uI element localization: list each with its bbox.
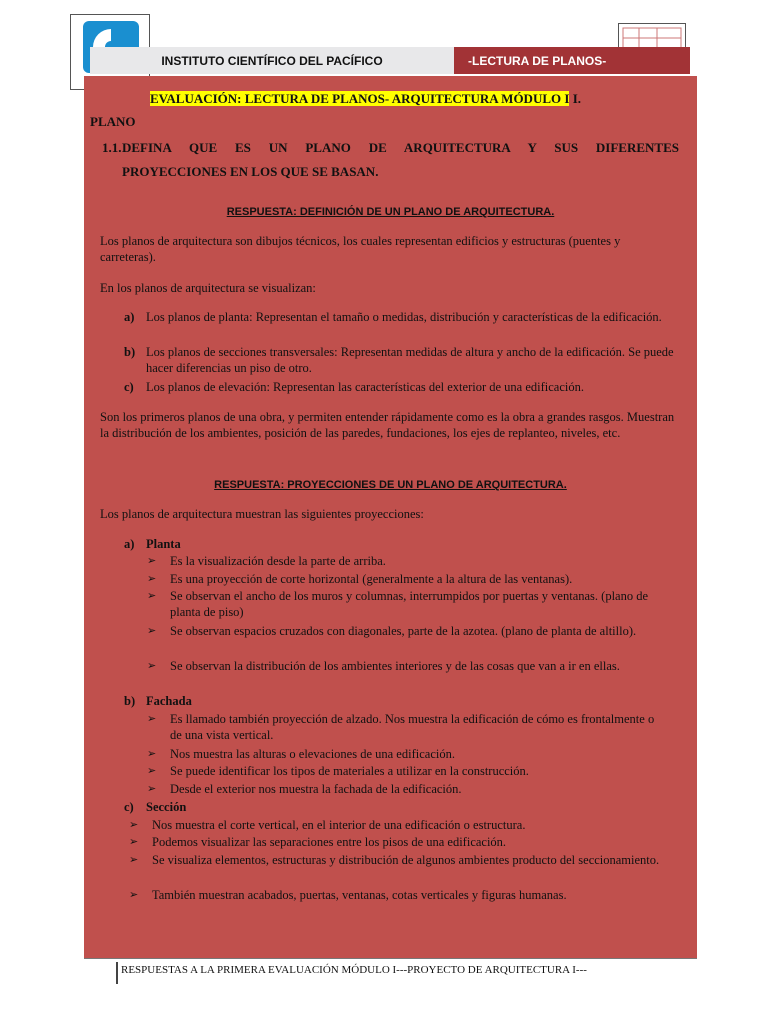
answer2-heading: RESPUESTA: PROYECCIONES DE UN PLANO DE ARQUITECTURA. [214, 479, 567, 491]
institute-name: INSTITUTO CIENTÍFICO DEL PACÍFICO [90, 47, 454, 74]
seccion-label: Sección [146, 800, 187, 814]
document-title [150, 91, 581, 107]
bullet-arrow-icon: ➢ [147, 555, 157, 567]
fachada-label: Fachada [146, 694, 192, 708]
bullet-arrow-icon: ➢ [147, 783, 157, 795]
fachada-heading [124, 693, 679, 709]
bullet-text: Se visualiza elementos, estructuras y distribución de algunos ambientes producto del seccionamiento. [152, 853, 660, 867]
bullet-text: Se puede identificar los tipos de materiales a utilizar en la construcción. [170, 764, 529, 778]
list-marker: c) [124, 380, 134, 394]
list-text: Los planos de planta: Representan el tamaño o medidas, distribución y características de la edificación. [146, 310, 662, 324]
bullet-text: Se observan la distribución de los ambientes interiores y de las cosas que van a ir en ellas. [170, 659, 620, 673]
list-item [147, 553, 667, 569]
list-text: Los planos de elevación: Representan las características del exterior de una edificación. [146, 380, 585, 394]
bullet-arrow-icon: ➢ [147, 713, 157, 725]
content-panel [84, 76, 697, 958]
title-highlight: EVALUACIÓN: LECTURA DE PLANOS- ARQUITECTURA MÓDULO I [150, 91, 570, 106]
question-number: 1.1. [102, 140, 122, 155]
answer2-intro: Los planos de arquitectura muestran las siguientes proyecciones: [100, 507, 424, 521]
bullet-arrow-icon: ➢ [147, 765, 157, 777]
bullet-arrow-icon: ➢ [129, 889, 139, 901]
bullet-text: Es una proyección de corte horizontal (generalmente a la altura de las ventanas). [170, 572, 573, 586]
title-tail: I. [572, 91, 581, 106]
answer1-paragraph-3: Son los primeros planos de una obra, y permiten entender rápidamente como es la obra a grandes rasgos. Muestran la distribución de los ambientes, posición de las paredes, fundaciones, los ejes de replanteo, niveles, etc. [100, 410, 675, 440]
bullet-arrow-icon: ➢ [129, 854, 139, 866]
bullet-arrow-icon: ➢ [147, 590, 157, 602]
question [102, 136, 679, 184]
answer1-heading: RESPUESTA: DEFINICIÓN DE UN PLANO DE ARQUITECTURA. [226, 206, 555, 218]
header-bar [90, 47, 690, 74]
list-marker: a) [124, 537, 135, 551]
list-item [147, 623, 667, 639]
bullet-text: Podemos visualizar las separaciones entre los pisos de una edificación. [152, 835, 507, 849]
list-item [124, 344, 679, 376]
bullet-arrow-icon: ➢ [147, 660, 157, 672]
list-item [124, 309, 679, 325]
list-item [129, 834, 669, 850]
list-item [147, 571, 667, 587]
list-item [147, 763, 667, 779]
bullet-text: Nos muestra el corte vertical, en el interior de una edificación o estructura. [152, 818, 526, 832]
list-text: Los planos de secciones transversales: Representan medidas de altura y ancho de la edificación. Se puede hacer diferencias un piso de otro. [146, 345, 674, 375]
bullet-text: Es llamado también proyección de alzado. Nos muestra la edificación de cómo es frontalmente o de una vista vertical. [170, 712, 655, 742]
list-item [147, 658, 667, 674]
footer-text: RESPUESTAS A LA PRIMERA EVALUACIÓN MÓDULO I---PROYECTO DE ARQUITECTURA I--- [121, 964, 587, 976]
bullet-arrow-icon: ➢ [147, 573, 157, 585]
list-item [129, 887, 669, 903]
answer1-paragraph-1: Los planos de arquitectura son dibujos técnicos, los cuales representan edificios y estructuras (puentes y carreteras). [100, 234, 621, 264]
list-marker: c) [124, 800, 134, 814]
list-marker: a) [124, 310, 135, 324]
question-line-2: PROYECCIONES EN LOS QUE SE BASAN. [122, 164, 379, 179]
question-line-1: DEFINA QUE ES UN PLANO DE ARQUITECTURA Y SUS DIFERENTES [122, 140, 679, 155]
bullet-arrow-icon: ➢ [147, 625, 157, 637]
list-marker: b) [124, 694, 136, 708]
list-item [124, 379, 679, 395]
answer1-paragraph-2: En los planos de arquitectura se visualizan: [100, 281, 316, 295]
list-item [147, 711, 667, 743]
bullet-text: Se observan el ancho de los muros y columnas, interrumpidos por puertas y ventanas. (plano de planta de piso) [170, 589, 649, 619]
planta-label: Planta [146, 537, 181, 551]
bullet-text: También muestran acabados, puertas, ventanas, cotas verticales y figuras humanas. [152, 888, 567, 902]
list-marker: b) [124, 345, 136, 359]
bullet-arrow-icon: ➢ [129, 819, 139, 831]
seccion-heading [124, 799, 679, 815]
list-item [147, 746, 667, 762]
plano-label: PLANO [90, 114, 136, 129]
list-item [129, 817, 669, 833]
footer-divider [84, 958, 697, 959]
bullet-text: Nos muestra las alturas o elevaciones de una edificación. [170, 747, 455, 761]
section-title: -LECTURA DE PLANOS- [454, 47, 690, 74]
bullet-arrow-icon: ➢ [147, 748, 157, 760]
planta-heading [124, 536, 679, 552]
list-item [147, 588, 667, 620]
footer-bar [116, 962, 118, 984]
bullet-text: Desde el exterior nos muestra la fachada de la edificación. [170, 782, 462, 796]
bullet-text: Se observan espacios cruzados con diagonales, parte de la azotea. (plano de planta de altillo). [170, 624, 637, 638]
list-item [129, 852, 669, 868]
bullet-text: Es la visualización desde la parte de arriba. [170, 554, 386, 568]
bullet-arrow-icon: ➢ [129, 836, 139, 848]
list-item [147, 781, 667, 797]
